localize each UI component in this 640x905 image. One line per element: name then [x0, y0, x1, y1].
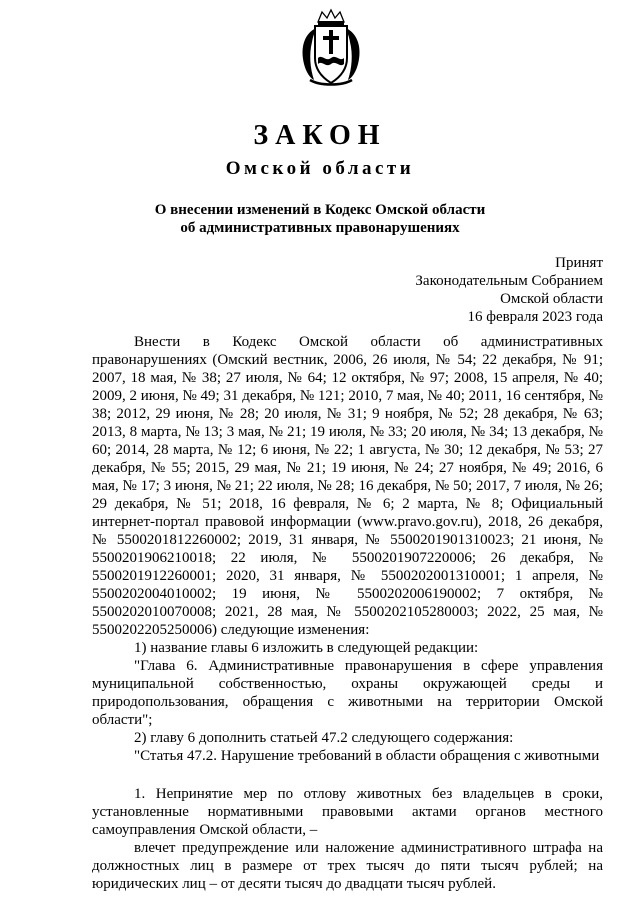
article-47-2-title: "Статья 47.2. Нарушение требований в области обращения с животными: [134, 748, 600, 764]
adoption-date: 16 февраля 2023 года: [467, 309, 603, 325]
article-penalty: влечет предупреждение или наложение административного штрафа на должностных лиц в размере от трех тысяч до пяти тысяч рублей; на юридических лиц – от десяти тысяч до двадцати тысяч рублей.: [92, 840, 603, 892]
item-2: 2) главу 6 дополнить статьей 47.2 следующего содержания:: [134, 730, 514, 746]
law-body: [92, 333, 603, 893]
adopted-line-2: Законодательным Собранием: [415, 273, 603, 289]
item-1: 1) название главы 6 изложить в следующей редакции:: [134, 640, 479, 656]
adopted-line-3: Омской области: [500, 291, 603, 307]
adopted-line-1: Принят: [555, 255, 603, 271]
subject-line-2: об административных правонарушениях: [180, 220, 460, 236]
intro-paragraph: Внести в Кодекс Омской области об административных правонарушениях (Омский вестник, 2006, 26 июля, № 54; 22 декабря, № 91; 2007, 18 мая, № 38; 27 июля, № 64; 12 октября, № 97; 2008, 15 апреля, № 40; 2009, 2 июня, № 49; 31 декабря, № 121; 2010, 7 мая, № 40; 2011, 16 сентября, № 38; 2012, 29 июня, № 28; 20 июля, № 31; 9 ноября, № 52; 28 декабря, № 63; 2013, 8 марта, № 13; 3 мая, № 21; 19 июля, № 33; 20 июля, № 34; 13 декабря, № 60; 2014, 28 марта, № 12; 6 июня, № 22; 1 августа, № 30; 12 декабря, № 53; 27 декабря, № 55; 2015, 29 мая, № 21; 19 июня, № 24; 27 ноября, № 49; 2016, 6 мая, № 17; 3 июня, № 21; 22 июля, № 28; 16 декабря, № 50; 2017, 7 июля, № 26; 29 декабря, № 51; 2018, 16 февраля, № 6; 2 марта, № 8; Официальный интернет-портал правовой информации (www.pravo.gov.ru), 2018, 26 декабря, № 5500201812260002; 2019, 31 января, № 5500201901310023; 21 июня, № 5500201906210018; 22 июля, № 5500201907220006; 26 декабря, № 5500201912260001; 2020, 31 января, № 5500202001310001; 1 апреля, № 5500202004010002; 19 июня, № 5500202006190002; 7 октября, № 5500202010070008; 2021, 28 мая, № 5500202105280003; 2022, 25 мая, № 5500202205250006) следующие изменения:: [92, 334, 603, 638]
document-title: ЗАКОН: [253, 120, 387, 151]
subject-line-1: О внесении изменений в Кодекс Омской области: [154, 202, 486, 218]
document-region: Омской области: [225, 158, 415, 179]
article-part-1: 1. Непринятие мер по отлову животных без владельцев в сроки, установленные нормативными правовыми актами органов местного самоуправления Омской области, –: [92, 786, 603, 838]
coat-of-arms-icon: [296, 8, 366, 88]
adoption-block: [415, 254, 603, 326]
document-subject: [0, 201, 640, 237]
chapter-6-title: "Глава 6. Административные правонарушения в сфере управления муниципальной собственностью, охраны окружающей среды и природопользования, обращения с животными на территории Омской области";: [92, 658, 603, 728]
